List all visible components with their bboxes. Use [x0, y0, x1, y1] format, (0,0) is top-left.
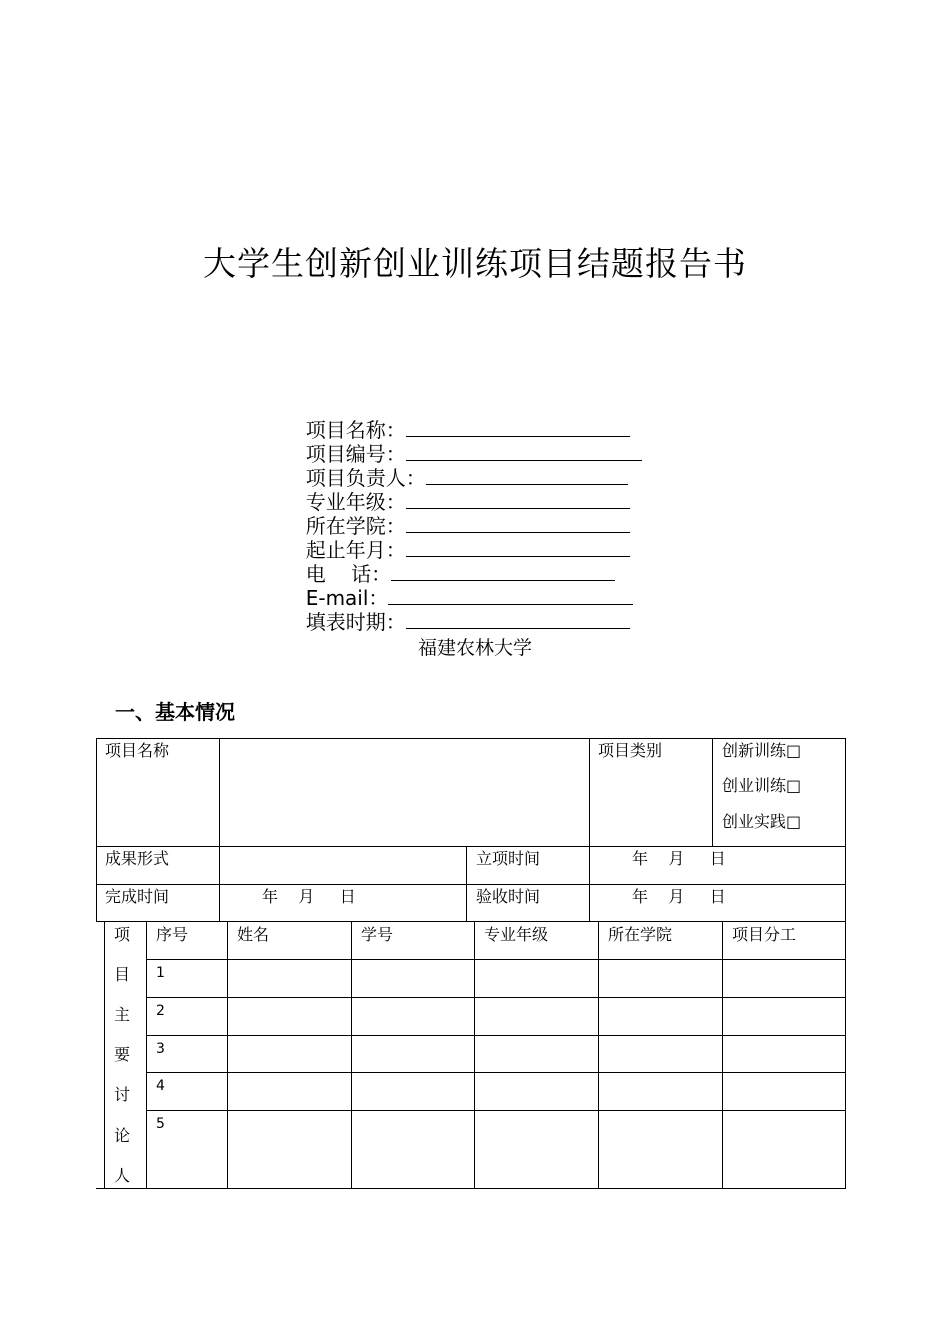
table-row-number: 1	[156, 965, 165, 981]
members-label-char: 论	[114, 1126, 131, 1145]
field-label: 项目负责人：	[305, 466, 426, 490]
page-title: 大学生创新创业训练项目结题报告书	[203, 244, 747, 283]
table-row-number: 3	[156, 1041, 165, 1057]
type-option-innovation[interactable]: 创新训练□	[722, 741, 802, 760]
project-type-label: 项目类别	[598, 741, 663, 760]
table-row-number: 4	[156, 1078, 165, 1094]
members-label-char: 项	[114, 925, 131, 944]
field-fill-date	[293, 586, 630, 634]
section-title: 一、基本情况	[115, 700, 235, 724]
project-name-label: 项目名称	[105, 741, 170, 760]
accept-time-label: 验收时间	[476, 887, 541, 906]
setup-time-date[interactable]: 年 月 日	[632, 849, 726, 868]
setup-time-label: 立项时间	[476, 849, 541, 868]
blank-line[interactable]	[406, 610, 630, 629]
result-form-input[interactable]	[220, 847, 466, 884]
finish-time-label: 完成时间	[105, 887, 170, 906]
type-option-entrepreneurship-training[interactable]: 创业训练□	[722, 776, 802, 795]
members-label-char: 讨	[114, 1085, 131, 1104]
school-name: 福建农林大学	[417, 637, 532, 659]
result-form-label: 成果形式	[105, 849, 170, 868]
field-label: 项目编号：	[305, 442, 406, 466]
header-college: 所在学院	[608, 925, 673, 944]
members-label-char: 要	[114, 1045, 131, 1064]
members-label-char: 目	[114, 965, 131, 984]
field-label: 起止年月：	[305, 538, 406, 562]
field-label: 填表时期：	[305, 610, 406, 634]
table-row-number: 2	[156, 1003, 165, 1019]
field-label: E-mail：	[305, 586, 389, 610]
table-row-number: 5	[156, 1116, 165, 1132]
project-name-input[interactable]	[220, 739, 589, 846]
field-label: 项目名称：	[305, 418, 406, 442]
finish-time-date[interactable]: 年 月 日	[262, 887, 356, 906]
accept-time-date[interactable]: 年 月 日	[632, 887, 726, 906]
header-seq: 序号	[156, 925, 189, 944]
field-label: 所在学院：	[305, 514, 406, 538]
header-student-id: 学号	[361, 925, 394, 944]
field-label: 专业年级：	[305, 490, 406, 514]
header-major-grade: 专业年级	[484, 925, 549, 944]
type-option-entrepreneurship-practice[interactable]: 创业实践□	[722, 812, 802, 831]
members-label-char: 人	[114, 1166, 131, 1185]
header-name: 姓名	[237, 925, 270, 944]
field-label: 电 话：	[305, 562, 392, 586]
header-task: 项目分工	[732, 925, 797, 944]
members-label-char: 主	[114, 1005, 131, 1024]
